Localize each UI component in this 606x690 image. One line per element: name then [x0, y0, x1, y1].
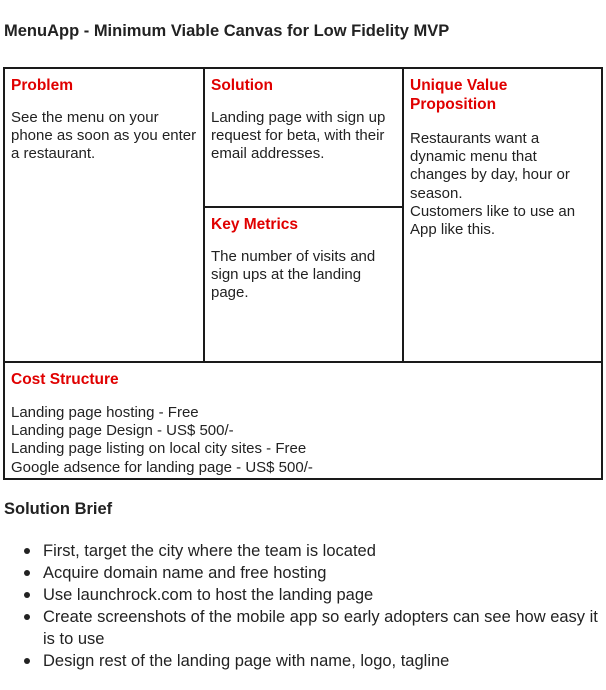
bullet-icon: [24, 570, 30, 576]
problem-cell: [5, 69, 203, 361]
key-metrics-body: The number of visits and sign ups at the landing page.: [211, 248, 376, 302]
key-metrics-heading: Key Metrics: [211, 216, 299, 233]
cost-item: Landing page hosting - Free: [11, 404, 199, 421]
uvp-heading: Unique Value Proposition: [410, 77, 508, 113]
uvp-body-line: Customers like to use an App like this.: [410, 202, 576, 239]
bullet-icon: [24, 614, 30, 620]
list-item: [0, 562, 606, 584]
list-item-text: First, target the city where the team is located: [43, 542, 376, 560]
cost-item: Google adsence for landing page - US$ 500/-: [11, 458, 313, 476]
list-item: [0, 650, 606, 672]
solution-cell: [205, 69, 402, 206]
uvp-body: [410, 130, 595, 239]
list-item-text: Design rest of the landing page with name, logo, tagline: [43, 652, 450, 670]
bullet-icon: [24, 592, 30, 598]
uvp-cell: [404, 69, 601, 361]
bullet-icon: [24, 548, 30, 554]
bullet-icon: [24, 658, 30, 664]
list-item: [0, 584, 606, 606]
list-item: [0, 606, 606, 650]
list-item-text: Use launchrock.com to host the landing page: [43, 586, 374, 604]
uvp-body-line: Restaurants want a dynamic menu that changes by day, hour or season.: [410, 130, 570, 202]
cost-structure-body: [11, 404, 595, 477]
solution-brief-list: [0, 540, 606, 672]
cost-structure-heading: Cost Structure: [11, 371, 119, 388]
list-item: [0, 540, 606, 562]
key-metrics-cell: [205, 208, 402, 361]
document-title: MenuApp - Minimum Viable Canvas for Low Fidelity MVP: [4, 22, 450, 40]
lean-canvas-table: [3, 67, 603, 480]
cost-item: Landing page listing on local city sites - Free: [11, 440, 307, 458]
cost-item: Landing page Design - US$ 500/-: [11, 422, 234, 440]
solution-body: Landing page with sign up request for beta, with their email addresses.: [211, 109, 386, 163]
solution-brief-title: Solution Brief: [4, 500, 113, 518]
problem-body: See the menu on your phone as soon as you enter a restaurant.: [11, 109, 197, 163]
problem-heading: Problem: [11, 77, 74, 94]
list-item-text: Acquire domain name and free hosting: [43, 564, 327, 582]
solution-heading: Solution: [211, 77, 273, 94]
cost-structure-cell: [5, 363, 601, 478]
list-item-text: Create screenshots of the mobile app so early adopters can see how easy it is to use: [43, 608, 598, 648]
